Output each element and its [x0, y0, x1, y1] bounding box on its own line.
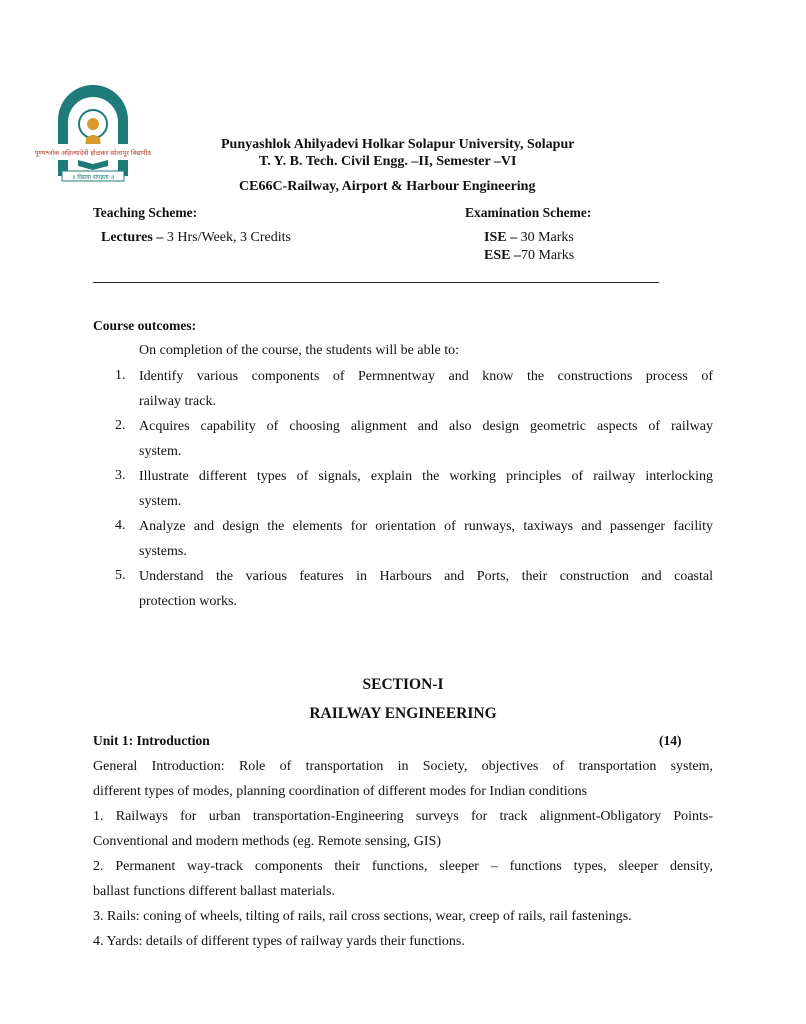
outcome-line: systems. [139, 544, 187, 559]
outcome-line: Understand the various features in Harbours and Ports, their construction and coastal [139, 569, 713, 584]
lectures-label: Lectures – [101, 230, 164, 245]
outcome-line: system. [139, 444, 182, 459]
outcome-number: 5. [115, 568, 126, 583]
exam-scheme-title: Examination Scheme: [465, 205, 592, 220]
unit-title: Unit 1: Introduction [93, 733, 210, 748]
outcome-number: 3. [115, 468, 126, 483]
outcome-line: Acquires capability of choosing alignment and also design geometric aspects of railway [139, 419, 713, 434]
outcome-number: 2. [115, 418, 126, 433]
logo-arc-text: पुण्यश्लोक अहिल्यादेवी होळकर सोलापूर विद्यापीठ [34, 149, 152, 157]
ise-line [484, 230, 574, 246]
outcome-item [139, 464, 713, 514]
outcome-item [139, 514, 713, 564]
ese-line [484, 248, 574, 264]
outcome-line: system. [139, 494, 182, 509]
unit-line: 2. Permanent way-track components their functions, sleeper – functions types, sleeper density, [93, 859, 713, 874]
lectures-value: 3 Hrs/Week, 3 Credits [163, 230, 291, 245]
outcome-number: 4. [115, 518, 126, 533]
unit-paragraph [93, 930, 713, 955]
unit-line: 4. Yards: details of different types of railway yards their functions. [93, 934, 465, 949]
university-logo [34, 76, 152, 182]
logo-emblem-sun [87, 118, 99, 130]
unit-line: 3. Rails: coning of wheels, tilting of rails, rail cross sections, wear, creep of rails, rail fastenings. [93, 909, 632, 924]
section-title: SECTION-I [362, 676, 444, 693]
ise-value: 30 Marks [517, 230, 574, 245]
outcome-line: Identify various components of Permnentway and know the constructions process of [139, 369, 713, 384]
unit-line: Conventional and modern methods (eg. Remote sensing, GIS) [93, 833, 441, 849]
section-subtitle: RAILWAY ENGINEERING [309, 705, 497, 722]
outcome-item [139, 564, 713, 614]
teaching-scheme-title: Teaching Scheme: [93, 205, 198, 220]
program-name: T. Y. B. Tech. Civil Engg. –II, Semester –VI [259, 154, 517, 169]
logo-motto: ॥ विद्यया संपन्नता ॥ [71, 174, 115, 181]
ese-value: 70 Marks [520, 248, 575, 263]
unit-line: General Introduction: Role of transportation in Society, objectives of transportation system, [93, 759, 713, 774]
unit-paragraph [93, 755, 713, 804]
course-outcomes-title: Course outcomes: [93, 318, 197, 333]
lectures-line [101, 230, 291, 246]
scheme-divider [93, 282, 659, 283]
outcome-item [139, 414, 713, 464]
outcome-line: railway track. [139, 394, 216, 409]
outcome-number: 1. [115, 368, 126, 383]
unit-line: different types of modes, planning coordination of different modes for Indian conditions [93, 783, 588, 799]
outcome-line: Illustrate different types of signals, explain the working principles of railway interlocking [139, 469, 713, 484]
university-name: Punyashlok Ahilyadevi Holkar Solapur University, Solapur [221, 137, 575, 152]
unit-line: 1. Railways for urban transportation-Engineering surveys for track alignment-Obligatory Points- [93, 809, 713, 824]
logo-inner-arch [68, 97, 118, 172]
outcome-line: protection works. [139, 594, 237, 609]
unit-paragraph [93, 855, 713, 904]
ise-label: ISE – [484, 230, 518, 245]
unit-paragraph [93, 905, 713, 930]
course-outcomes-intro: On completion of the course, the students will be able to: [139, 343, 459, 358]
unit-hours: (14) [659, 733, 682, 748]
outcome-item [139, 364, 713, 414]
unit-line: ballast functions different ballast materials. [93, 883, 335, 899]
outcome-line: Analyze and design the elements for orientation of runways, taxiways and passenger facility [139, 519, 713, 534]
ese-label: ESE – [484, 248, 521, 263]
unit-paragraph [93, 805, 713, 854]
course-title: CE66C-Railway, Airport & Harbour Engineering [239, 179, 536, 194]
